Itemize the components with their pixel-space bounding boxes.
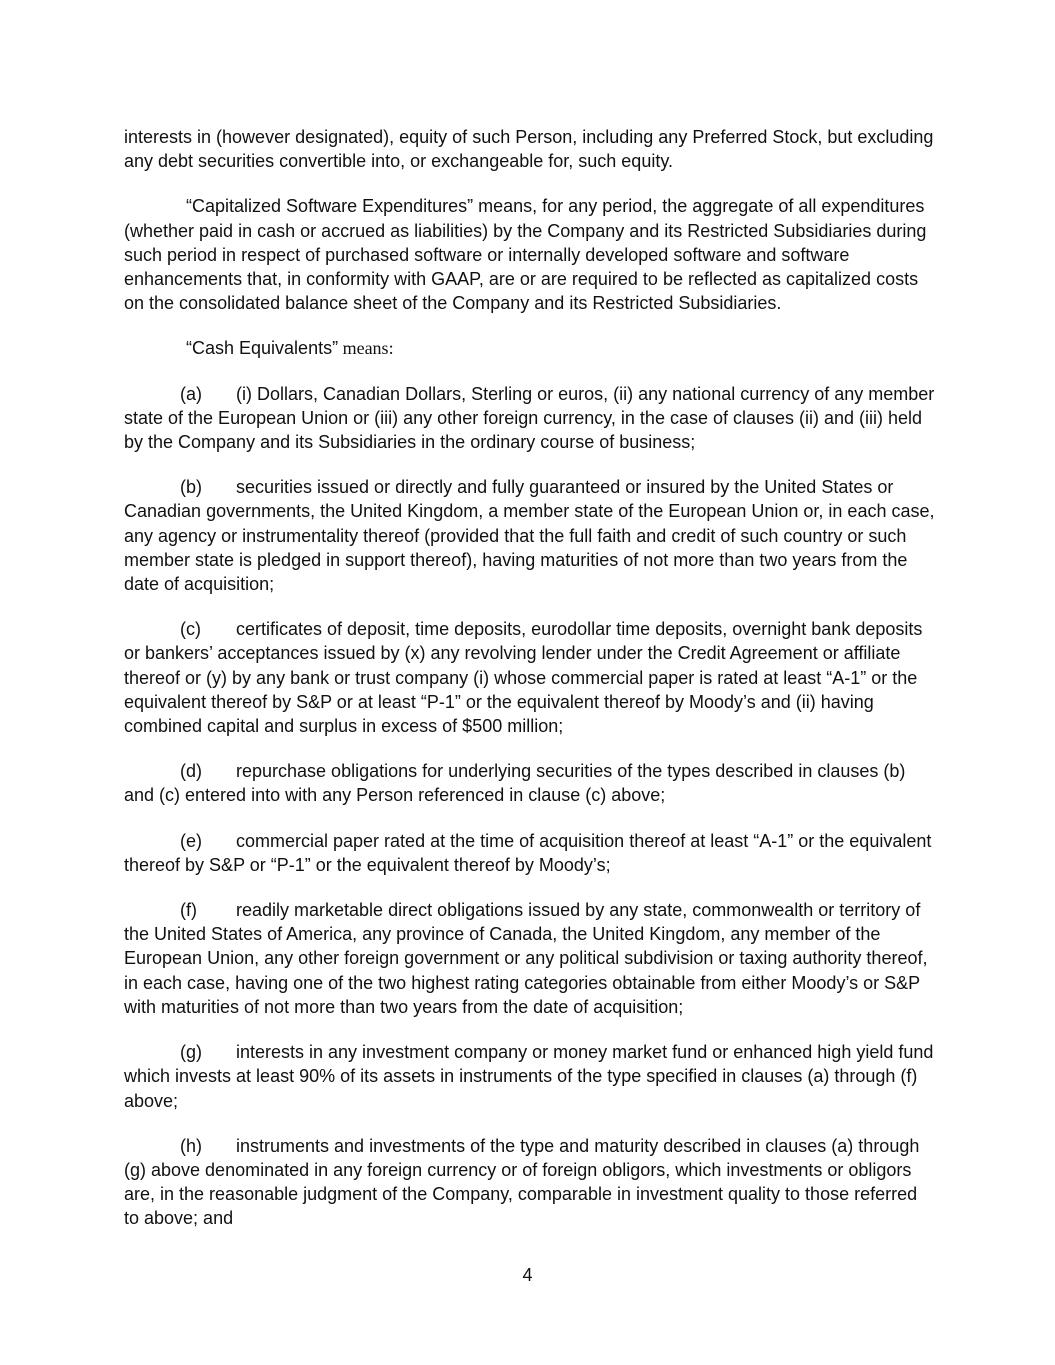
- clause-item: [124, 617, 936, 738]
- definition-body: means, for any period, the aggregate of all expenditures (whether paid in cash or accrued as liabilities) by the Company and its Restricted Subsidiaries during such period in respect of purchased software or internally developed software and software enhancements that, in conformity with GAAP, are or are required to be reflected as capitalized costs on the consolidated balance sheet of the Company and its Restricted Subsidiaries.: [124, 196, 927, 314]
- clause-label: (h): [180, 1135, 202, 1156]
- clause-text: readily marketable direct obligations issued by any state, commonwealth or territory of the United States of America, any province of Canada, the United Kingdom, any member of the European Union, any other foreign government or any political subdivision or taxing authority thereof, in each case, having one of the two highest rating categories obtainable from either Moody’s or S&P with maturities of not more than two years from the date of acquisition;: [124, 900, 928, 1017]
- defined-term: “Capitalized Software Expenditures”: [186, 196, 474, 217]
- definition-cash-equivalents: [124, 336, 936, 360]
- clause-text: repurchase obligations for underlying securities of the types described in clauses (b) and (c) entered into with any Person referenced in clause (c) above;: [124, 761, 906, 806]
- defined-term: “Cash Equivalents”: [186, 338, 339, 359]
- clause-text: certificates of deposit, time deposits, eurodollar time deposits, overnight bank deposits or bankers’ acceptances issued by (x) any revolving lender under the Credit Agreement or affiliate thereof or (y) by any bank or trust company (i) whose commercial paper is rated at least “A-1” or the equivalent thereof by S&P or at least “P-1” or the equivalent thereof by Moody’s and (ii) having combined capital and surplus in excess of $500 million;: [124, 619, 923, 737]
- clause-label: (d): [180, 761, 202, 782]
- clause-item: [124, 759, 936, 807]
- clause-label: (b): [180, 477, 202, 498]
- clause-text: commercial paper rated at the time of acquisition thereof at least “A-1” or the equivalent thereof by S&P or “P-1” or the equivalent thereof by Moody’s;: [124, 830, 932, 875]
- clause-item: [124, 475, 936, 596]
- definition-body: means:: [338, 338, 394, 359]
- clause-text: instruments and investments of the type and maturity described in clauses (a) through (g) above denominated in any foreign currency or of foreign obligors, which investments or obligors are, in the reasonable judgment of the Company, comparable in investment quality to those referred to above; and: [124, 1135, 920, 1229]
- clause-text: securities issued or directly and fully guaranteed or insured by the United States or Canadian governments, the United Kingdom, a member state of the European Union or, in each case, any agency or instrumentality thereof (provided that the full faith and credit of such country or such member state is pledged in support thereof), having maturities of not more than two years from the date of acquisition;: [124, 477, 935, 595]
- clause-text: interests in any investment company or money market fund or enhanced high yield fund which invests at least 90% of its assets in instruments of the type specified in clauses (a) through (f) above;: [124, 1042, 934, 1111]
- clause-label: (g): [180, 1042, 202, 1063]
- page-number: 4: [522, 1265, 533, 1285]
- clause-text: (i) Dollars, Canadian Dollars, Sterling or euros, (ii) any national currency of any member state of the European Union or (iii) any other foreign currency, in the case of clauses (ii) and (iii) held by the Company and its Subsidiaries in the ordinary course of business;: [124, 383, 935, 453]
- clause-item: [124, 382, 936, 455]
- clause-item: [124, 1134, 936, 1231]
- clause-label: (e): [180, 830, 202, 851]
- clause-label: (c): [180, 619, 201, 640]
- clause-item: [124, 829, 936, 877]
- clause-item: [124, 898, 936, 1019]
- clause-label: (a): [180, 383, 202, 404]
- paragraph-intro: interests in (however designated), equity of such Person, including any Preferred Stock, but excluding any debt securities convertible into, or exchangeable for, such equity.: [124, 127, 934, 172]
- clause-item: [124, 1040, 936, 1113]
- definition-capitalized-software-expenditures: [124, 194, 936, 315]
- clause-label: (f): [180, 900, 197, 921]
- document-page: [124, 125, 936, 1252]
